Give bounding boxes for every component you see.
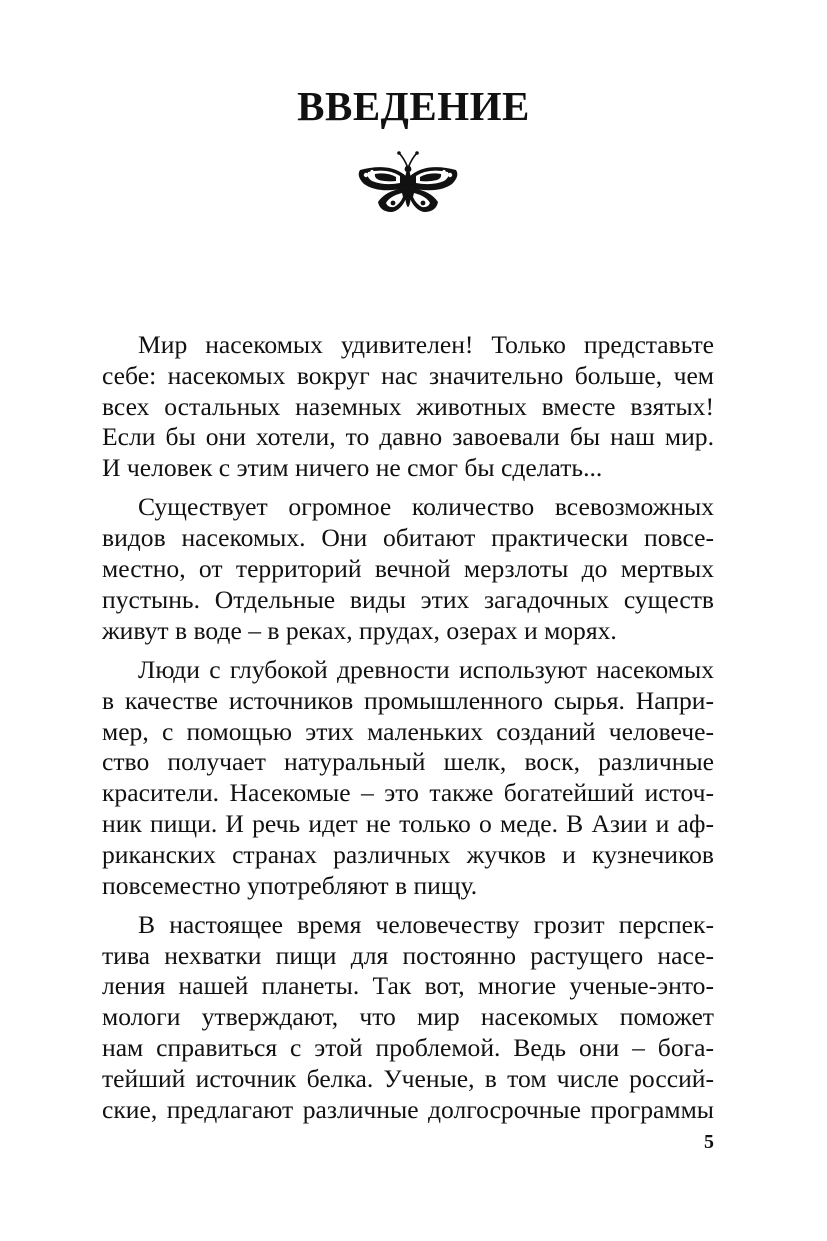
text-line: Люди с глубокой древности используют насекомых — [138, 654, 714, 684]
paragraph — [102, 492, 714, 646]
body-text — [102, 330, 714, 1134]
text-line: в качестве источников промышленного сырья. Напри- — [102, 685, 714, 715]
text-line: Существует огромное количество всевозможных — [138, 492, 714, 522]
text-line: пустынь. Отдельные виды этих загадочных существ — [102, 584, 714, 614]
page-number: 5 — [704, 1131, 714, 1153]
paragraph — [102, 910, 714, 1126]
text-line: И человек с этим ничего не смог бы сделать... — [102, 453, 603, 483]
paragraph — [102, 330, 714, 484]
text-line: ство получает натуральный шелк, воск, различные — [102, 747, 714, 777]
text-line: видов насекомых. Они обитают практически повсе- — [102, 523, 714, 553]
text-line: тива нехватки пищи для постоянно растущего насе- — [102, 940, 714, 970]
text-line: В настоящее время человечеству грозит перспек- — [138, 909, 714, 939]
text-line: всех остальных наземных животных вместе взятых! — [102, 391, 714, 421]
butterfly-icon — [356, 150, 460, 216]
text-line: повсеместно употребляют в пищу. — [102, 870, 478, 900]
text-line: живут в воде – в реках, прудах, озерах и морях. — [102, 615, 617, 645]
text-line: нам справиться с этой проблемой. Ведь они – бога- — [102, 1033, 714, 1063]
text-line: мер, с помощью этих маленьких созданий человече- — [102, 716, 714, 746]
text-line: красители. Насекомые – это также богатейший источ- — [102, 778, 714, 808]
text-line: мологи утверждают, что мир насекомых поможет — [102, 1002, 714, 1032]
text-line: Мир насекомых удивителен! Только представьте — [138, 330, 714, 359]
text-line: Если бы они хотели, то давно завоевали бы наш мир. — [102, 422, 714, 452]
text-line: ления нашей планеты. Так вот, многие ученые-энто- — [102, 971, 714, 1001]
text-line: тейший источник белка. Ученые, в том числе россий- — [102, 1063, 714, 1093]
paragraph — [102, 655, 714, 901]
text-line: ские, предлагают различные долгосрочные программы — [102, 1094, 714, 1124]
text-line: себе: насекомых вокруг нас значительно больше, чем — [102, 360, 714, 390]
text-line: местно, от территорий вечной мерзлоты до мертвых — [102, 554, 714, 584]
page-title: ВВЕДЕНИЕ — [297, 83, 530, 129]
text-line: риканских странах различных жучков и кузнечиков — [102, 839, 714, 869]
text-line: ник пищи. И речь идет не только о меде. В Азии и аф- — [102, 808, 714, 838]
